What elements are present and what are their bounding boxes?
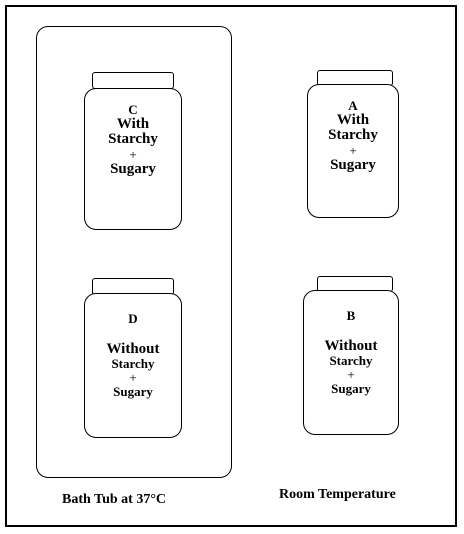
room-temperature-caption: Room Temperature bbox=[279, 487, 396, 502]
jar-b-line1: Without bbox=[324, 337, 378, 354]
jar-c-lid bbox=[92, 72, 174, 89]
jar-c-letter: C bbox=[128, 102, 138, 117]
jar-b-line2: Starchy bbox=[329, 353, 373, 369]
jar-a bbox=[307, 84, 399, 218]
jar-d-line2: Starchy bbox=[111, 356, 155, 372]
bath-tub-caption: Bath Tub at 37°C bbox=[62, 492, 167, 507]
jar-b-line3: Sugary bbox=[331, 380, 371, 396]
jar-d-line1: Without bbox=[106, 340, 160, 357]
jar-c bbox=[84, 88, 182, 230]
jar-b-letter: B bbox=[346, 308, 356, 323]
jar-c-line2: Starchy bbox=[108, 131, 158, 148]
jar-a-line3: Sugary bbox=[330, 156, 376, 173]
jar-d-letter: D bbox=[128, 311, 138, 326]
jar-b-plus: + bbox=[347, 367, 355, 383]
jar-a-letter: A bbox=[348, 98, 358, 113]
jar-a-line2: Starchy bbox=[328, 127, 378, 144]
jar-d-plus: + bbox=[129, 370, 137, 386]
jar-c-line1: With bbox=[116, 115, 150, 132]
jar-c-plus: + bbox=[129, 147, 137, 163]
jar-c-line3: Sugary bbox=[110, 160, 156, 177]
jar-b bbox=[303, 290, 399, 435]
jar-a-plus: + bbox=[349, 143, 357, 159]
jar-d bbox=[84, 293, 182, 438]
jar-a-line1: With bbox=[336, 111, 370, 128]
jar-d-line3: Sugary bbox=[113, 383, 153, 399]
